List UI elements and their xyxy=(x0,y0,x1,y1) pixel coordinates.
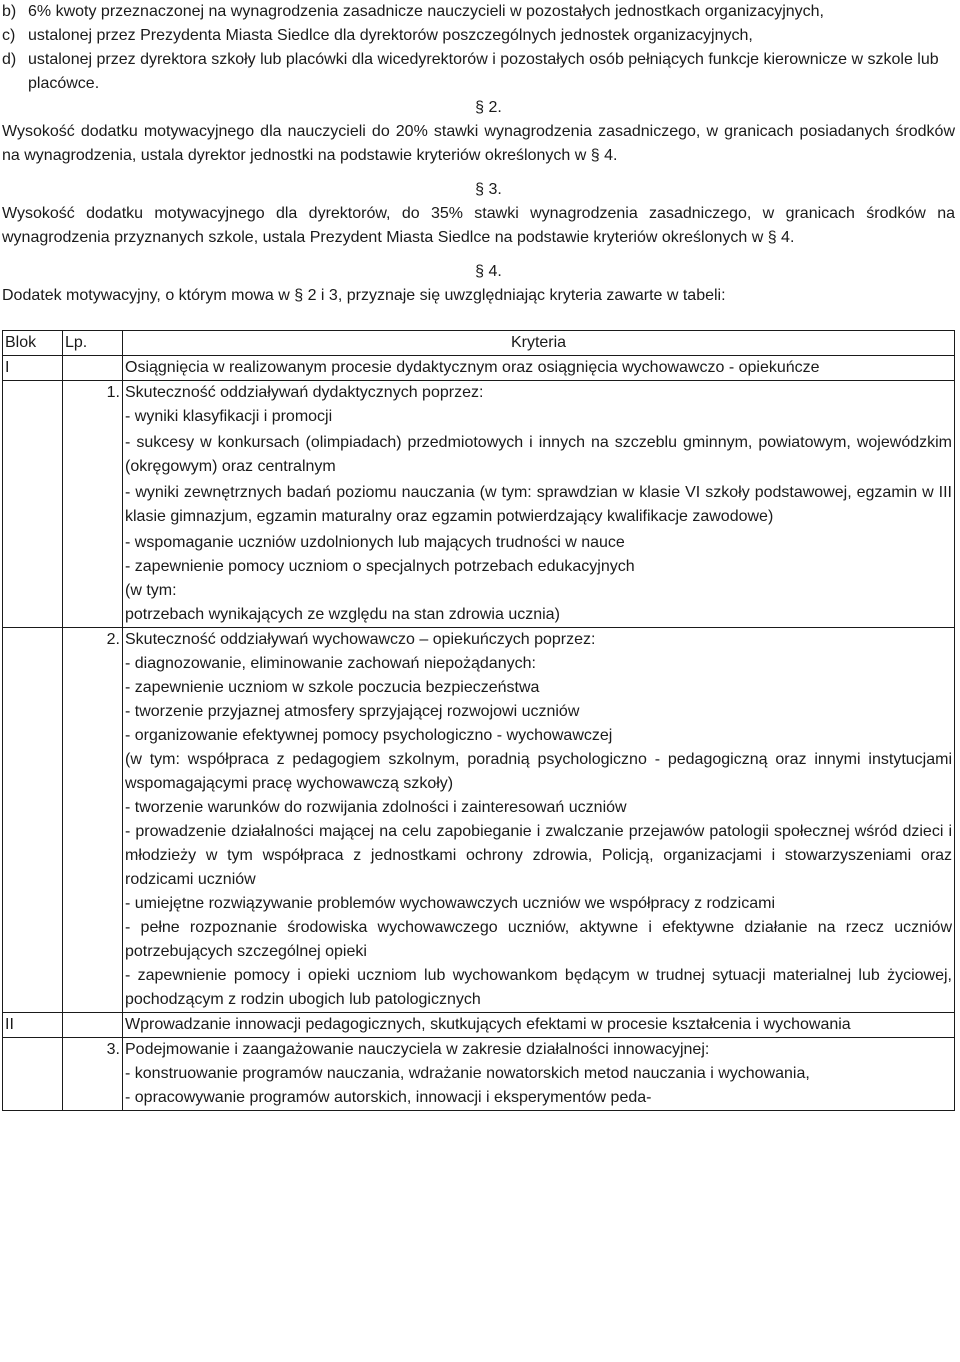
list-marker: b) xyxy=(2,3,17,20)
intro-list xyxy=(2,0,955,96)
section-3 xyxy=(2,178,955,250)
table-row xyxy=(3,381,955,628)
list-item xyxy=(2,0,955,24)
blok-cell xyxy=(3,1038,63,1111)
criteria-item: - wyniki zewnętrznych badań poziomu nauczania (w tym: sprawdzian w klasie VI szkoły podstawowej, egzamin w III klasie gimnazjum, egzamin maturalny oraz egzamin potwierdzający kwalifikacje zawodowe) xyxy=(125,484,952,525)
criteria-item: - wspomaganie uczniów uzdolnionych lub mających trudności w nauce xyxy=(125,534,625,551)
section-heading: § 4. xyxy=(475,263,502,280)
criteria-item: - organizowanie efektywnej pomocy psychologiczno - wychowawczej xyxy=(125,727,613,744)
criteria-item: - sukcesy w konkursach (olimpiadach) przedmiotowych i innych na szczeblu gminnym, powiatowym, wojewódzkim (okręgowym) oraz centralnym xyxy=(125,434,952,475)
blok-label: I xyxy=(3,356,63,381)
criteria-title: Podejmowanie i zaangażowanie nauczyciela w zakresie działalności innowacyjnej: xyxy=(125,1041,710,1058)
criteria-item: - umiejętne rozwiązywanie problemów wychowawczych uczniów we współpracy z rodzicami xyxy=(125,895,776,912)
criteria-item: - konstruowanie programów nauczania, wdrażanie nowatorskich metod nauczania i wychowania, xyxy=(125,1065,810,1082)
list-marker: c) xyxy=(2,27,16,44)
criteria-item: - pełne rozpoznanie środowiska wychowawczego uczniów, aktywne i efektywne działanie na rzecz uczniów potrzebujących szczególnej opieki xyxy=(125,919,952,960)
criteria-item: - wyniki klasyfikacji i promocji xyxy=(125,408,333,425)
table-row xyxy=(3,356,955,381)
criteria-item: - prowadzenie działalności mającej na celu zapobieganie i zwalczanie przejawów patologii społecznej wśród dzieci i młodzieży w tym współpraca z jednostkami ochrony zdrowia, Policją, organizacjami i stowarzyszeniami oraz rodzicami uczniów xyxy=(125,823,952,888)
table-header-row xyxy=(3,331,955,356)
list-item xyxy=(2,24,955,48)
lp-cell: 1. xyxy=(63,381,123,628)
criteria-item: - zapewnienie pomocy uczniom o specjalnych potrzebach edukacyjnych xyxy=(125,558,635,575)
lp-cell: 3. xyxy=(63,1038,123,1111)
section-text: Dodatek motywacyjny, o którym mowa w § 2 i 3, przyznaje się uwzględniając kryteria zawarte w tabeli: xyxy=(2,287,726,304)
section-2 xyxy=(2,96,955,168)
lp-cell xyxy=(63,1013,123,1038)
section-4 xyxy=(2,260,955,308)
blok-label: II xyxy=(3,1013,63,1038)
blok-cell xyxy=(3,628,63,1013)
criteria-cell xyxy=(123,1038,955,1111)
criteria-cell xyxy=(123,628,955,1013)
criteria-item: potrzebach wynikających ze względu na stan zdrowia ucznia) xyxy=(125,606,560,623)
header-lp: Lp. xyxy=(63,331,123,356)
lp-cell: 2. xyxy=(63,628,123,1013)
table-row xyxy=(3,1038,955,1111)
criteria-item: - tworzenie przyjaznej atmosfery sprzyjającej rozwojowi uczniów xyxy=(125,703,580,720)
section-text: Wysokość dodatku motywacyjnego dla dyrektorów, do 35% stawki wynagrodzenia zasadniczego, w granicach środków na wynagrodzenia przyznanych szkole, ustala Prezydent Miasta Siedlce na podstawie kryteriów określonych w § 4. xyxy=(2,205,955,246)
list-text: 6% kwoty przeznaczonej na wynagrodzenia zasadnicze nauczycieli w pozostałych jednostkach organizacyjnych, xyxy=(28,3,824,20)
criteria-cell xyxy=(123,381,955,628)
section-text: Wysokość dodatku motywacyjnego dla nauczycieli do 20% stawki wynagrodzenia zasadniczego, w granicach posiadanych środków na wynagrodzenia, ustala dyrektor jednostki na podstawie kryteriów określonych w § 4. xyxy=(2,123,955,164)
blok-title: Wprowadzanie innowacji pedagogicznych, skutkujących efektami w procesie kształcenia i wychowania xyxy=(123,1013,955,1038)
blok-cell xyxy=(3,381,63,628)
list-item xyxy=(2,48,955,96)
lp-cell xyxy=(63,356,123,381)
criteria-item: - zapewnienie pomocy i opieki uczniom lub wychowankom będącym w trudnej sytuacji materialnej lub życiowej, pochodzącym z rodzin ubogich lub patologicznych xyxy=(125,967,952,1008)
section-heading: § 3. xyxy=(475,181,502,198)
criteria-item: - zapewnienie uczniom w szkole poczucia bezpieczeństwa xyxy=(125,679,540,696)
table-row xyxy=(3,628,955,1013)
blok-title: Osiągnięcia w realizowanym procesie dydaktycznym oraz osiągnięcia wychowawczo - opiekuńcze xyxy=(123,356,955,381)
criteria-item: - opracowywanie programów autorskich, innowacji i eksperymentów peda- xyxy=(125,1089,652,1106)
criteria-title: Skuteczność oddziaływań dydaktycznych poprzez: xyxy=(125,384,484,401)
criteria-title: Skuteczność oddziaływań wychowawczo – opiekuńczych poprzez: xyxy=(125,631,596,648)
list-text: ustalonej przez dyrektora szkoły lub placówki dla wicedyrektorów i pozostałych osób pełniących funkcje kierownicze w szkole lub placówce. xyxy=(28,51,939,92)
section-heading: § 2. xyxy=(475,99,502,116)
header-kryteria: Kryteria xyxy=(123,331,955,356)
criteria-item: - diagnozowanie, eliminowanie zachowań niepożądanych: xyxy=(125,655,536,672)
list-marker: d) xyxy=(2,51,17,68)
criteria-item: (w tym: xyxy=(125,582,177,599)
header-blok: Blok xyxy=(3,331,63,356)
list-text: ustalonej przez Prezydenta Miasta Siedlce dla dyrektorów poszczególnych jednostek organizacyjnych, xyxy=(28,27,753,44)
criteria-item: - tworzenie warunków do rozwijania zdolności i zainteresowań uczniów xyxy=(125,799,627,816)
table-row xyxy=(3,1013,955,1038)
criteria-item: (w tym: współpraca z pedagogiem szkolnym, poradnią psychologiczno - pedagogiczną oraz innymi instytucjami wspomagającymi pracę wychowawczą szkoły) xyxy=(125,751,952,792)
criteria-table xyxy=(2,330,955,1111)
